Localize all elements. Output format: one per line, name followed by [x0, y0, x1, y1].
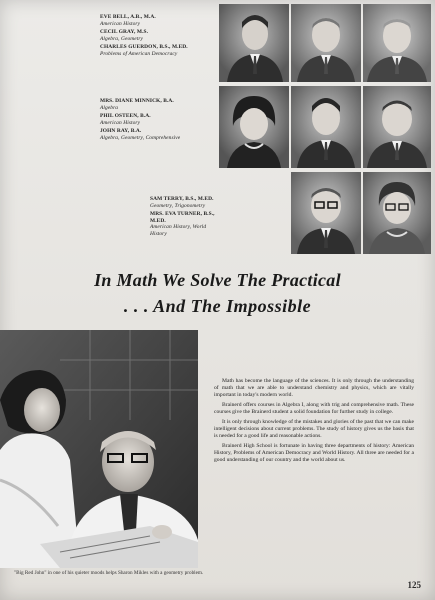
article-paragraph: Brainerd High School is fortunate in having three departments of history: American History, Problems of American Democracy and World History. All three are needed for a good understanding of our country and the world about us.: [214, 443, 414, 463]
faculty-portrait: [291, 172, 361, 254]
article-text: [214, 378, 414, 467]
faculty-name: PHIL OSTEEN, B.A.: [100, 113, 151, 120]
faculty-portrait: [363, 4, 431, 82]
faculty-subject: American History: [100, 119, 141, 126]
article-paragraph: It is only through knowledge of the mistakes and glories of the past that we can make intelligent decisions about current problems. The study of history gives us the basis that is needed for a good life and reasonable actions.: [214, 419, 414, 439]
faculty-name: EVE BELL, A.B., M.A.: [100, 14, 156, 20]
faculty-name: MRS. EVA TURNER, B.S., M.ED.: [150, 211, 215, 224]
faculty-portrait: [363, 86, 431, 168]
faculty-portrait: [291, 4, 361, 82]
faculty-subject: Algebra, Geometry, Comprehensive: [100, 134, 181, 141]
faculty-name: CHARLES GUERDON, B.S., M.ED.: [100, 44, 188, 51]
faculty-captions: [0, 0, 215, 270]
caption-group-3: [150, 196, 215, 238]
faculty-portrait: [219, 86, 289, 168]
faculty-name: MRS. DIANE MINNICK, B.A.: [100, 98, 174, 104]
caption-group-1: [100, 14, 188, 58]
faculty-subject: Algebra: [100, 104, 119, 111]
headline-line-2: . . . And The Impossible: [123, 296, 312, 316]
caption-group-2: [100, 98, 180, 142]
page-number: 125: [407, 580, 421, 590]
faculty-name: SAM TERRY, B.S., M.ED.: [150, 196, 214, 202]
headline-line-1: In Math We Solve The Practical: [94, 270, 341, 290]
faculty-subject: Algebra, Geometry: [100, 35, 144, 42]
faculty-subject: American History: [100, 20, 141, 27]
faculty-name: JOHN RAY, B.A.: [100, 128, 142, 135]
classroom-photo: [0, 330, 198, 568]
faculty-subject: American History, World History: [150, 224, 207, 237]
article-paragraph: Brainerd offers courses in Algebra I, along with trig and comprehensive math. These courses give the Brainerd student a solid foundation for further study in college.: [214, 402, 414, 415]
faculty-name: CECIL GRAY, M.S.: [100, 29, 149, 36]
faculty-subject: Geometry, Trigonometry: [150, 202, 206, 209]
faculty-portrait: [291, 86, 361, 168]
article-paragraph: Math has become the language of the sciences. It is only through the understanding of math that we are able to understand chemistry and physics, which are vitally important in today's modern world.: [214, 378, 414, 398]
faculty-portrait: [219, 4, 289, 82]
photo-caption: "Big Red John" in one of his quieter moods helps Sharon Mikles with a geometry problem.: [14, 570, 204, 576]
faculty-subject: Problems of American Democracy: [100, 50, 178, 57]
faculty-portrait: [363, 172, 431, 254]
